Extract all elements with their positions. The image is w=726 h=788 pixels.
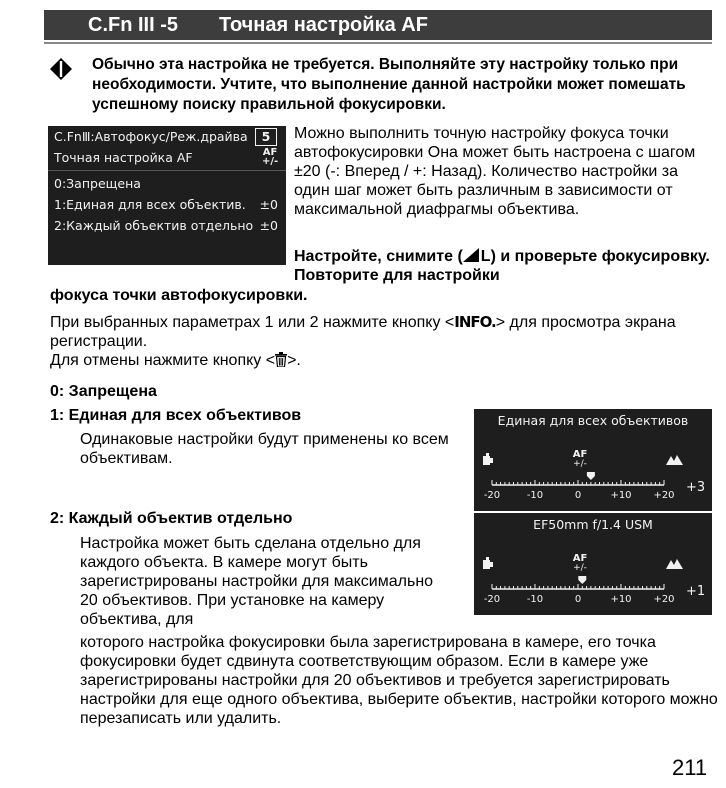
panel-value-label: +1 <box>686 584 706 599</box>
panel-title: EF50mm f/1.4 USM <box>533 517 653 532</box>
scale-tick-label: +20 <box>653 594 675 605</box>
lcd-af-badge-bottom: +/- <box>262 156 279 167</box>
lcd-page-indicator: 5 <box>255 128 277 146</box>
af-adjust-label: AF <box>572 449 588 460</box>
cancel-note <box>50 351 710 370</box>
caution-icon <box>50 58 72 80</box>
scale-tick-label: +20 <box>653 490 675 501</box>
page-number: 211 <box>672 755 708 780</box>
instruction-part2: ) и проверьте фокусировку. Повторите для настройки <box>294 248 710 284</box>
info-note-after: > для просмотра экрана регистрации. <box>50 314 676 350</box>
panel-value-label: +3 <box>686 480 706 495</box>
lcd-divider <box>48 170 286 171</box>
section-code: C.Fn III -5 <box>88 14 178 36</box>
cancel-note-after: >. <box>287 352 301 369</box>
lcd-function-title: Точная настройка AF <box>54 150 193 165</box>
scale-tick-label: -10 <box>526 594 544 605</box>
af-adjust-label: AF <box>572 553 588 564</box>
info-note <box>50 313 720 351</box>
lcd-option-1-value: ±0 <box>259 197 278 212</box>
panel-title: Единая для всех объективов <box>497 413 689 428</box>
info-button-label: INFO. <box>454 313 496 331</box>
value-marker <box>578 576 586 584</box>
section-title: Точная настройка AF <box>219 14 428 36</box>
value-marker <box>587 472 595 480</box>
option-2-text: Настройка может быть сделана отдельно для каждого объекта. В камере могут быть зарегистрированы настройки для максимально 20 объективов. При установке на камеру объектива, для <box>80 535 434 628</box>
far-subject-icon <box>666 455 683 465</box>
header-divider <box>44 42 712 44</box>
option-2-title: 2: Каждый объектив отдельно <box>50 510 293 527</box>
info-note-before: При выбранных параметрах 1 или 2 нажмите кнопку < <box>50 314 455 331</box>
near-subject-icon <box>483 557 493 569</box>
lcd-option-2: 2:Каждый объектив отдельно <box>54 218 254 233</box>
option-1-text: Одинаковые настройки будут применены ко всем объективам. <box>80 431 449 467</box>
lens-icon <box>463 248 479 262</box>
section-header <box>44 10 712 40</box>
lens-letter: L <box>480 248 491 265</box>
lcd-option-2-value: ±0 <box>259 218 278 233</box>
description-text: Можно выполнить точную настройку фокуса точки автофокусировки Она может быть настроена с шагом ±20 (-: Вперед / +: Назад). Количество настройки за один шаг может быть различным в зависимости от максимальной диафрагмы объектива. <box>294 125 696 218</box>
adjust-panel-per-lens <box>474 513 712 615</box>
af-adjust-sign: +/- <box>573 459 587 469</box>
instruction-part1: Настройте, снимите ( <box>294 248 463 265</box>
scale-tick-label: -20 <box>483 594 501 605</box>
scale-tick-label: +10 <box>610 594 632 605</box>
option-2-text-continued: которого настройка фокусировки была зарегистрирована в камере, его точка фокусировки будет сдвинута соответствующим образом. Если в камере уже зарегистрированы настройки для 20 объективов и требуется зарегистрировать настройки для еще одного объектива, выберите объектив, настройки которого можно перезаписать или удалить. <box>80 634 718 727</box>
af-adjust-sign: +/- <box>573 563 587 573</box>
instruction-continuation: фокуса точки автофокусировки. <box>50 287 308 304</box>
adjust-panel-all-lenses <box>474 409 712 511</box>
caution-text: Обычно эта настройка не требуется. Выполняйте эту настройку только при необходимости. Учтите, что выполнение данной настройки может помешать успешному поиску правильной фокусировки. <box>92 56 686 113</box>
option-1-title: 1: Единая для всех объективов <box>50 407 302 424</box>
scale-tick-label: 0 <box>574 490 582 501</box>
lcd-menu-path: C.FnⅢ:Автофокус/Реж.драйва <box>54 129 248 144</box>
lcd-menu-screen <box>48 126 286 265</box>
option-0-title: 0: Запрещена <box>50 383 157 400</box>
lcd-option-0: 0:Запрещена <box>54 176 141 191</box>
lcd-af-badge-top: AF <box>262 147 278 158</box>
scale-tick-label: -20 <box>483 490 501 501</box>
trash-icon <box>275 352 287 367</box>
near-subject-icon <box>483 453 493 465</box>
scale-tick-label: -10 <box>526 490 544 501</box>
far-subject-icon <box>666 559 683 569</box>
lcd-option-1: 1:Единая для всех объектив. <box>54 197 246 212</box>
scale-tick-label: +10 <box>610 490 632 501</box>
scale-tick-label: 0 <box>574 594 582 605</box>
adjust-scale <box>474 513 712 615</box>
adjust-scale <box>474 409 712 511</box>
cancel-note-before: Для отмены нажмите кнопку < <box>50 352 276 369</box>
lcd-af-badge <box>262 148 278 166</box>
instruction-text <box>294 247 714 285</box>
